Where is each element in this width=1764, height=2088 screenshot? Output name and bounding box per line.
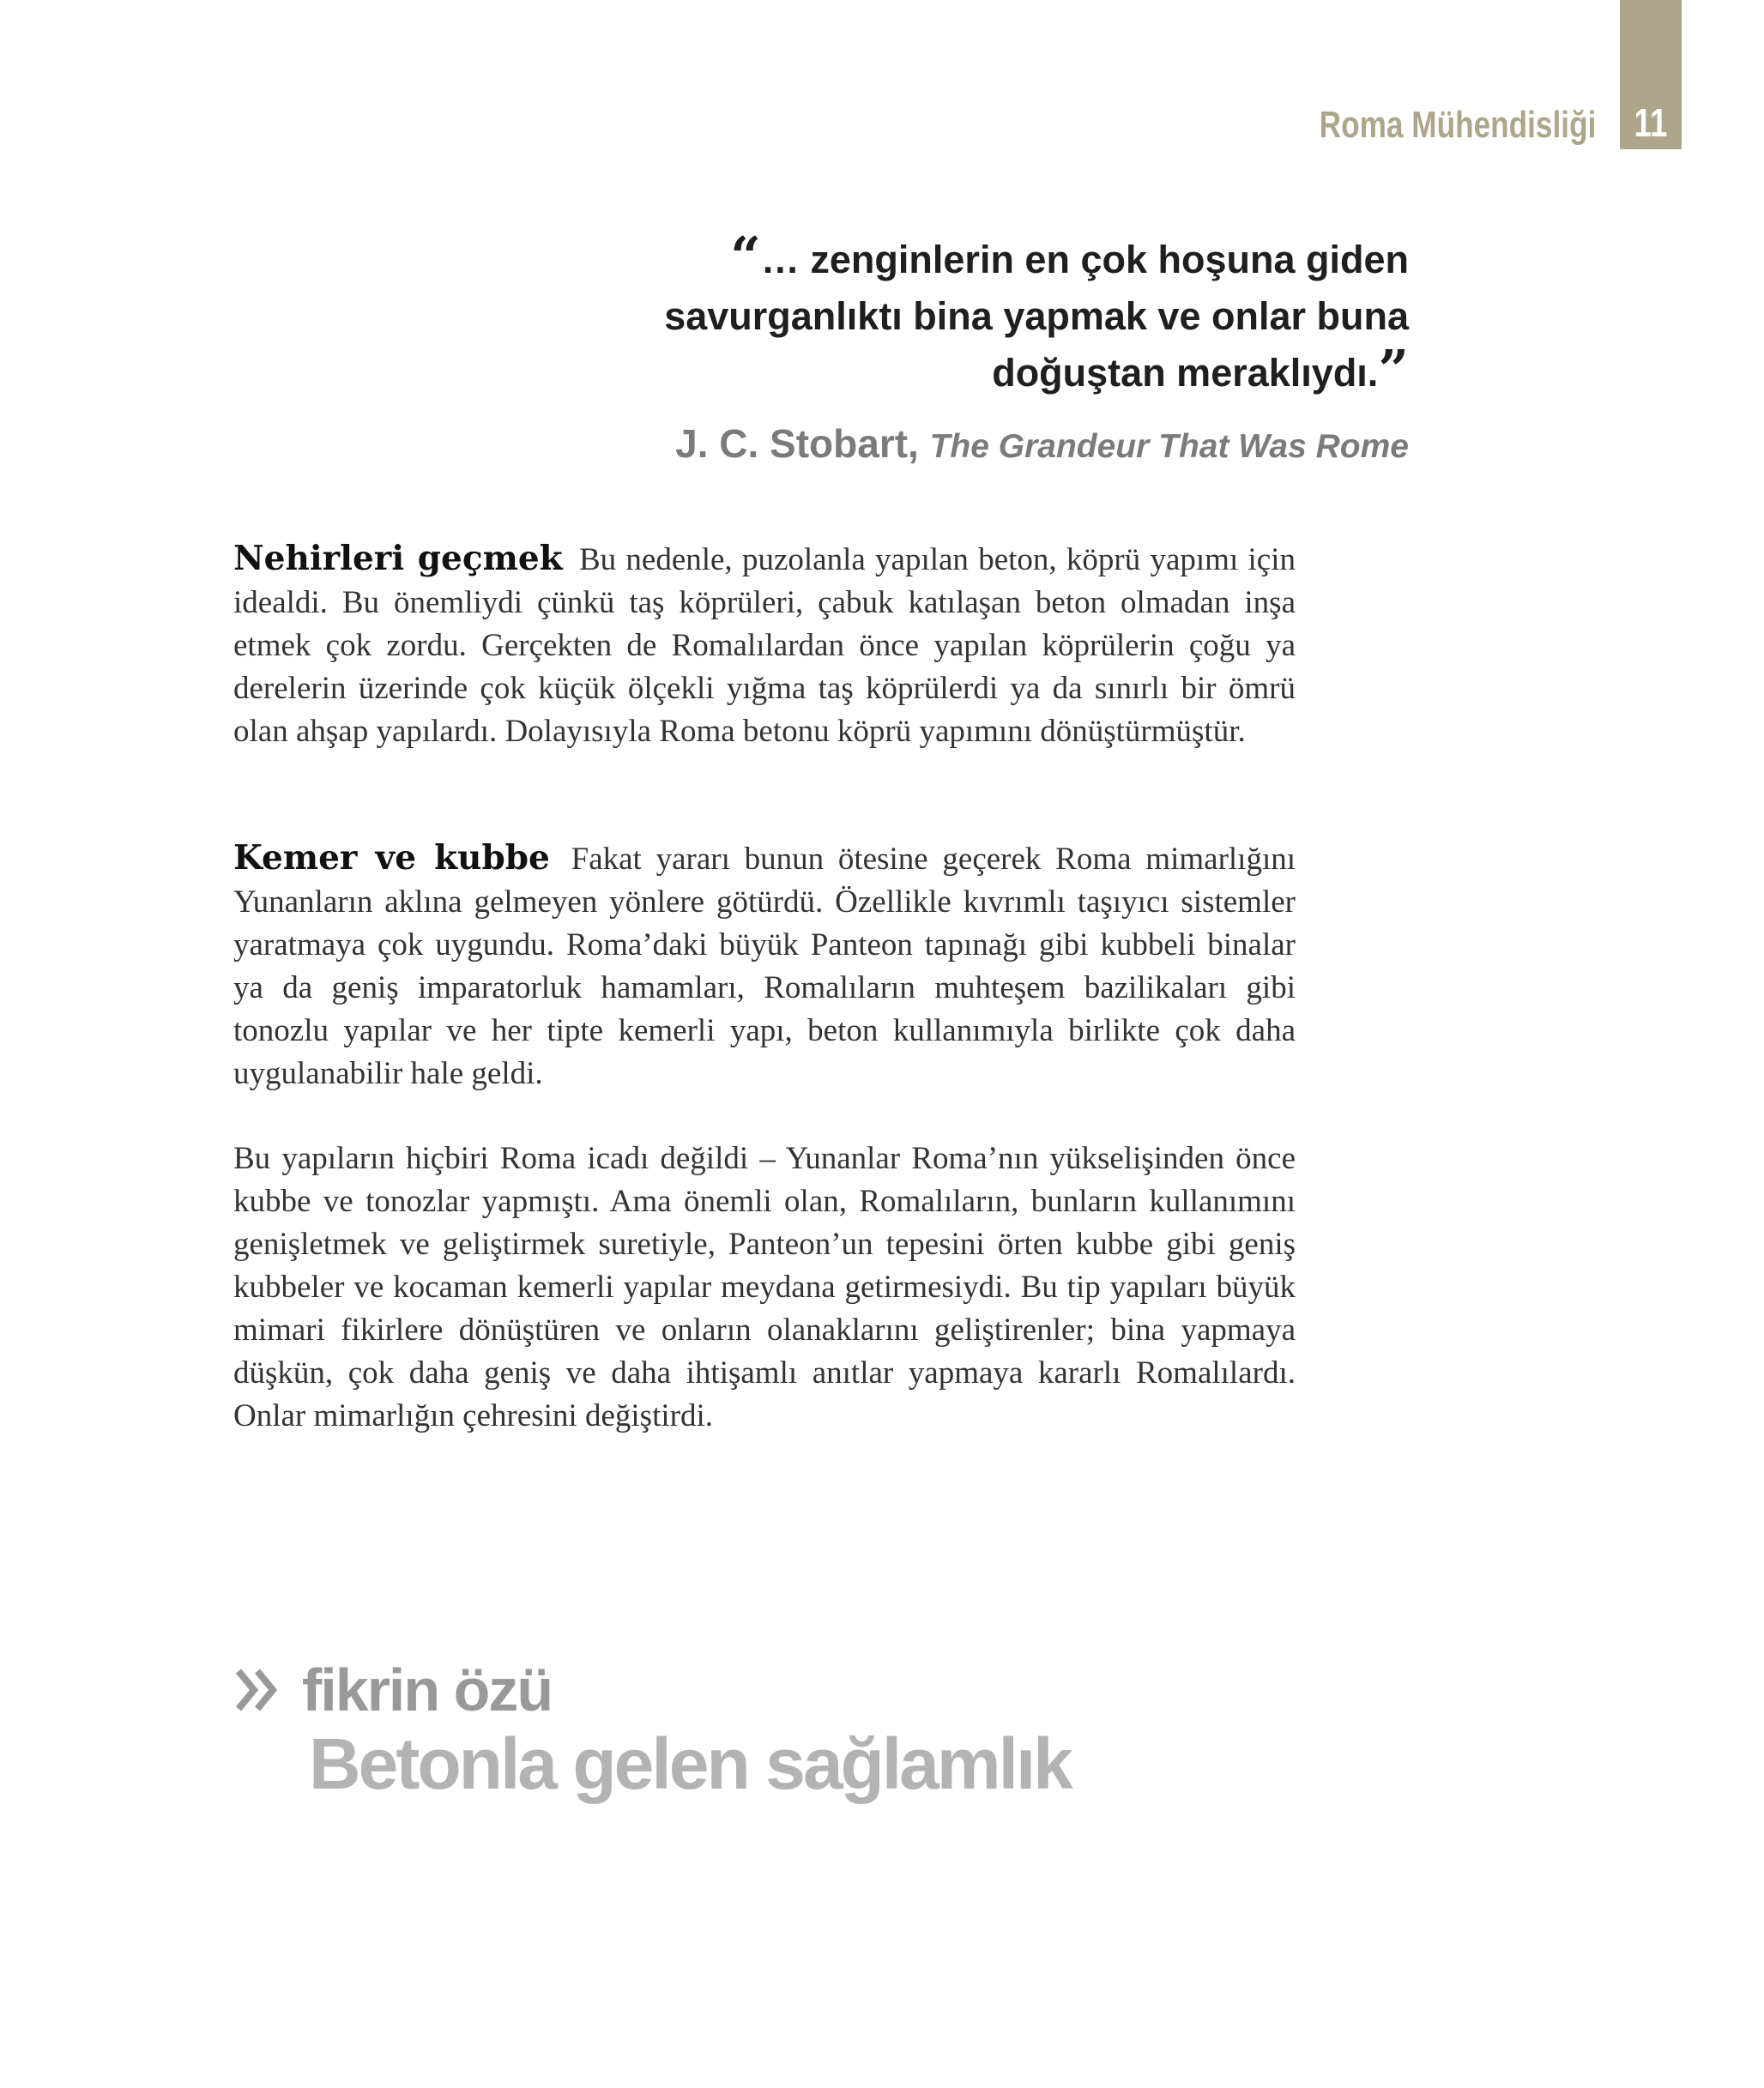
quote-line-1 (465, 225, 1409, 288)
running-head: Roma Mühendisliği (1319, 104, 1596, 146)
paragraph-kemer-ve-kubbe (233, 836, 1296, 1095)
paragraph-nehirleri-gecmek (233, 537, 1296, 753)
attribution-author: J. C. Stobart, (675, 421, 930, 466)
close-quote-mark: ” (1378, 338, 1409, 401)
key-idea-label: fikrin özü (302, 1657, 553, 1723)
quote-text-3: doğuştan meraklıydı. (992, 351, 1379, 395)
key-idea-title: Betonla gelen sağlamlık (309, 1723, 1071, 1804)
key-idea-label-row (233, 1656, 1071, 1724)
open-quote-mark: “ (730, 225, 761, 287)
paragraph-heading: Kemer ve kubbe (233, 838, 550, 878)
attribution-book-title: The Grandeur That Was Rome (929, 428, 1409, 465)
quote-line-2: savurganlıktı bina yapmak ve onlar buna (664, 294, 1409, 338)
page-number: 11 (1634, 100, 1668, 145)
paragraph-text: Bu nedenle, puzolanla yapılan beton, köprü yapımı için idealdi. Bu önemliydi çünkü taş köprüleri, çabuk katılaşan beton olmadan inşa etmek çok zordu. Gerçekten de Romalılardan önce yapılan köprülerin çoğu ya derelerin üzerinde çok küçük ölçekli yığma taş köprülerdi ya da sınırlı bir ömrü olan ahşap yapılardı. Dolayısıyla Roma betonu köprü yapımını dönüştürmüştür. (233, 542, 1296, 749)
paragraph-text: Fakat yararı bunun ötesine geçerek Roma mimarlığını Yunanların aklına gelmeyen yönlere götürdü. Özellikle kıvrımlı taşıyıcı sistemler yaratmaya çok uygundu. Roma’daki büyük Panteon tapınağı gibi kubbeli binalar ya da geniş imparatorluk hamamları, Romalıların muhteşem bazilikaları gibi tonozlu yapılar ve her tipte kemerli yapı, beton kullanımıyla birlikte çok daha uygulanabilir hale geldi. (233, 842, 1296, 1091)
quote-text-1: … zenginlerin en çok hoşuna giden (760, 238, 1409, 281)
paragraph-continuation (233, 1138, 1296, 1438)
key-idea-box (233, 1656, 1071, 1805)
paragraph-heading: Nehirleri geçmek (233, 539, 563, 578)
quote-line-3 (465, 338, 1409, 401)
paragraph-text: Bu yapıların hiçbiri Roma icadı değildi – Yunanlar Roma’nın yükselişinden önce kubbe ve tonozlar yapmıştı. Ama önemli olan, Romalıların, bunların kullanımını genişletmek ve geliştirmek suretiyle, Panteon’un tepesini örten kubbe gibi geniş kubbeler ve kocaman kemerli yapılar meydana getirmesiydi. Bu tip yapıları büyük mimari fikirlere dönüştüren ve onların olanaklarını geliştirenler; bina yapmaya düşkün, çok daha geniş ve daha ihtişamlı anıtlar yapmaya kararlı Romalılardı. Onlar mimarlığın çehresini değiştirdi. (233, 1141, 1296, 1433)
pull-quote (465, 225, 1409, 401)
quote-attribution (675, 420, 1409, 467)
double-chevron-right-icon (233, 1664, 285, 1716)
